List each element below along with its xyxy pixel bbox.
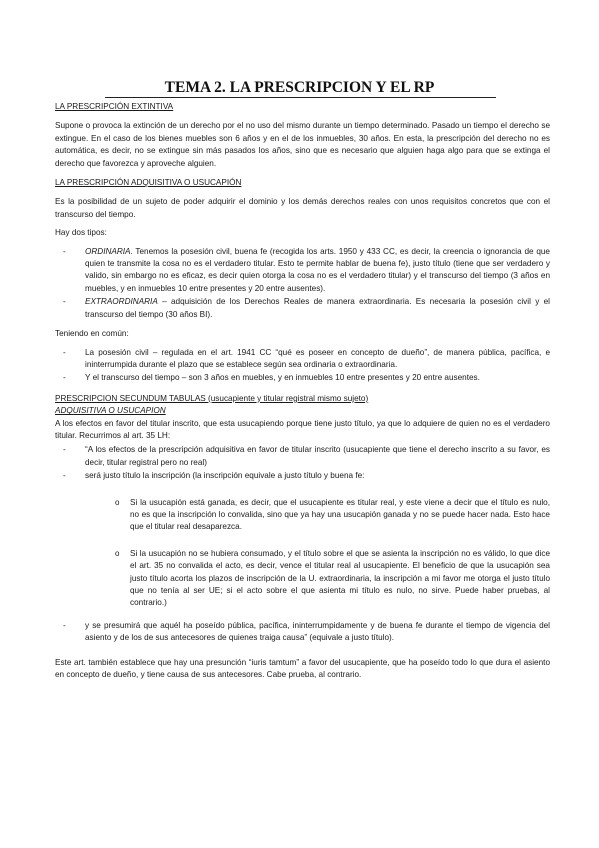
list-item-ordinaria xyxy=(55,246,550,296)
heading-adquisitiva: LA PRESCRIPCIÓN ADQUISITIVA O USUCAPIÓN xyxy=(55,178,242,188)
type-text: . Tenemos la posesión civil, buena fe (recogida los arts. 1950 y 433 CC, es decir, la creencia o ignorancia de que quien te transmite la cosa no es el verdadero titular. Esto te permite hablar de buena fe), justo título (tiene que ser verdadero y valido, sin embargo no es eficaz, es decir quien otorga la cosa no es el verdadero titular) y el transcurso del tiempo (3 años en muebles, y en inmuebles 10 entre presentes y 20 entre ausentes). xyxy=(85,246,550,293)
type-text: – adquisición de los Derechos Reales de manera extraordinaria. Es necesaria la posesión civil y el transcurso del tiempo (30 años BI). xyxy=(85,297,550,319)
closing-paragraph: Este art. también establece que hay una presunción “iuris tamtum” a favor del usucapiente, que ha poseído todo lo que dura el asiento en concepto de dueño, y tiene causa de sus antecesores. Cabe prueba, al contrario. xyxy=(55,657,550,680)
heading-extintiva: LA PRESCRIPCIÓN EXTINTIVA xyxy=(55,102,174,111)
list-item: - La posesión civil – regulada en el art. 1941 CC “qué es poseer en concepto de dueño”, de manera pública, pacífica, e ininterrumpida durante el plazo que se establece según sea ordinaria o extraordinaria. xyxy=(55,347,550,372)
types-intro: Hay dos tipos: xyxy=(55,228,107,238)
paragraph-tabulas: A los efectos en favor del titular inscrito, que esta usucapiendo porque tiene justo título, ya que lo adquiere de quien no es el verdadero titular. Recurrimos al art. 35 LH: xyxy=(55,418,550,440)
types-list xyxy=(55,246,550,321)
type-name: ORDINARIA xyxy=(85,246,131,256)
list-item: - será justo título la inscripción (la inscripción equivale a justo título y buena fe: xyxy=(55,470,550,482)
final-list xyxy=(55,620,550,645)
paragraph-extintiva: Supone o provoca la extinción de un derecho por el no uso del mismo durante un tiempo determinado. Pasado un tiempo el derecho se extingue. En el caso de los bienes muebles son 6 años y en el de los inmuebles, 30 años. En esta, la prescripción del derecho no es automática, es decir, no se extingue sin más pasados los años, sino que es necesario que alguien haga algo para que se extinga el derecho que favorezca y aproveche alguien. xyxy=(55,121,550,168)
subheading-usucapion: ADQUISITIVA O USUCAPION xyxy=(55,406,166,416)
document-body xyxy=(55,101,550,681)
common-list xyxy=(55,347,550,385)
sub-list xyxy=(55,497,550,610)
title-underline xyxy=(105,97,496,98)
common-intro: Teniendo en común: xyxy=(55,329,129,339)
list-item-extraordinaria xyxy=(55,296,550,321)
list-item: - y se presumirá que aquél ha poseído pública, pacífica, ininterrumpidamente y de buena fe durante el tiempo de vigencia del asiento y de los de sus antecesores de quienes traiga causa” (equivale a justo título). xyxy=(55,620,550,645)
sub-list-item: o Si la usucapión está ganada, es decir, que el usucapiente es titular real, y este viene a decir que el título es nulo, no es que la inscripción lo convalida, sino que ya hay una usucapión ganada y no se puede hacer nada. Esto hace que el titular real desaparezca. xyxy=(55,497,550,534)
page-title: TEMA 2. LA PRESCRIPCION Y EL RP xyxy=(164,79,435,96)
paragraph-adquisitiva: Es la posibilidad de un sujeto de poder adquirir el dominio y los demás derechos reales con unos requisitos concretos que con el transcurso del tiempo. xyxy=(55,197,550,219)
tabulas-list xyxy=(55,444,550,482)
type-name: EXTRAORDINARIA xyxy=(85,297,158,307)
list-item: - Y el transcurso del tiempo – son 3 años en muebles, y en inmuebles 10 entre presentes y 20 entre ausentes. xyxy=(55,372,550,384)
list-item: - “A los efectos de la prescripción adquisitiva en favor de titular inscrito (usucapiente que tiene el derecho inscrito a su favor, es decir, titular registral pero no real) xyxy=(55,444,550,469)
sub-list-item: o Si la usucapión no se hubiera consumado, y el título sobre el que se asienta la inscripción no es válido, lo que dice el art. 35 no convalida el acto, es decir, vence el titular real al usucapiente. El beneficio de que la usucapión sea justo título acorta los plazos de inscripción de la U. extraordinaria, la inscripción a mi favor me otorga el justo título que no tenía al ser UE; si el acto sobre el que asienta mi título es nulo, no sirve. Puede haber pruebas, al contrario.) xyxy=(55,548,550,610)
heading-tabulas: PRESCRIPCION SECUNDUM TABULAS (usucapiente y titular registral mismo sujeto) xyxy=(55,393,369,403)
